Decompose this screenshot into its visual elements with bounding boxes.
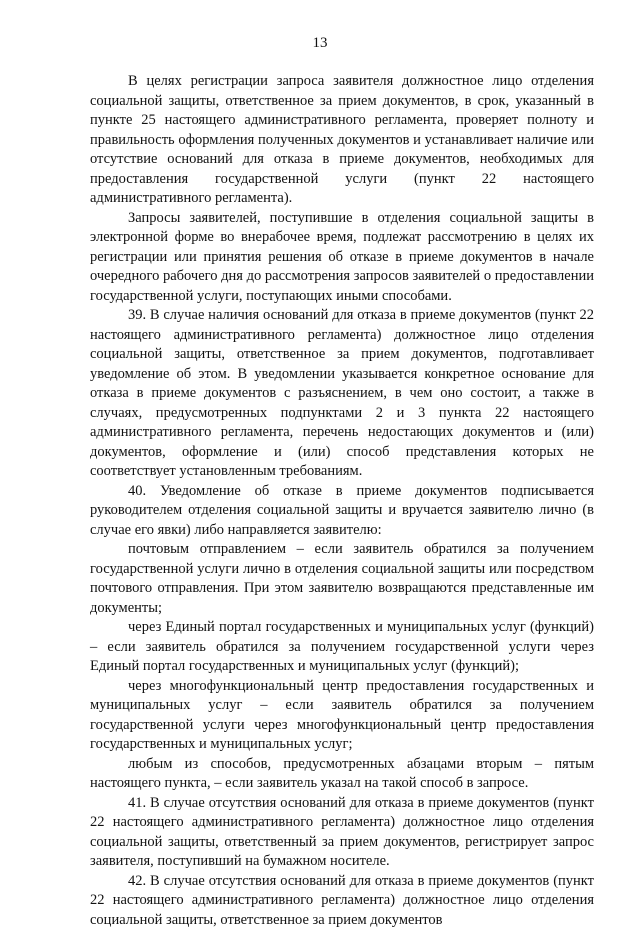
- document-body: [90, 72, 594, 930]
- paragraph-40-by-portal: через Единый портал государственных и муниципальных услуг (функций) – если заявитель обратился за получением государственной услуги через Единый портал государственных и муниципальных услуг (функций);: [90, 618, 594, 677]
- paragraph-41: 41. В случае отсутствия оснований для отказа в приеме документов (пункт 22 настоящего административного регламента) должностное лицо отделения социальной защиты, ответственный за прием документов, регистрирует запрос заявителя, поступивший на бумажном носителе.: [90, 794, 594, 872]
- paragraph-42: 42. В случае отсутствия оснований для отказа в приеме документов (пункт 22 настоящего административного регламента) должностное лицо отделения социальной защиты, ответственное за прием документов: [90, 872, 594, 930]
- paragraph-registration-check: В целях регистрации запроса заявителя должностное лицо отделения социальной защиты, ответственное за прием документов, в срок, указанный в пункте 25 настоящего административного регламента, проверяет полноту и правильность оформления полученных документов и устанавливает наличие или отсутствие оснований для отказа в приеме документов, необходимых для предоставления государственной услуги (пункт 22 настоящего административного регламента).: [90, 72, 594, 209]
- paragraph-electronic-requests: Запросы заявителей, поступившие в отделения социальной защиты в электронной форме во внерабочее время, подлежат рассмотрению в целях их регистрации или принятия решения об отказе в приеме документов в начале очередного рабочего дня до рассмотрения запросов заявителей о предоставлении государственной услуги, поступающих иными способами.: [90, 209, 594, 307]
- paragraph-40-any-method: любым из способов, предусмотренных абзацами вторым – пятым настоящего пункта, – если заявитель указал на такой способ в запросе.: [90, 755, 594, 794]
- paragraph-40-by-mfc: через многофункциональный центр предоставления государственных и муниципальных услуг – если заявитель обратился за получением государственной услуги через многофункциональный центр предоставления государственных и муниципальных услуг;: [90, 677, 594, 755]
- paragraph-40: 40. Уведомление об отказе в приеме документов подписывается руководителем отделения социальной защиты и вручается заявителю лично (в случае его явки) либо направляется заявителю:: [90, 482, 594, 541]
- paragraph-39: 39. В случае наличия оснований для отказа в приеме документов (пункт 22 настоящего административного регламента) должностное лицо отделения социальной защиты, ответственное за прием документов, подготавливает уведомление об этом. В уведомлении указывается конкретное основание для отказа в приеме документов с разъяснением, в чем оно состоит, а также в случаях, предусмотренных подпунктами 2 и 3 пункта 22 настоящего административного регламента, перечень недостающих документов и (или) документов, оформление и (или) способ представления которых не соответствует установленным требованиям.: [90, 306, 594, 482]
- paragraph-40-by-mail: почтовым отправлением – если заявитель обратился за получением государственной услуги лично в отделения социальной защиты или посредством почтового отправления. При этом заявителю возвращаются представленные им документы;: [90, 540, 594, 618]
- page-number: 13: [0, 34, 640, 52]
